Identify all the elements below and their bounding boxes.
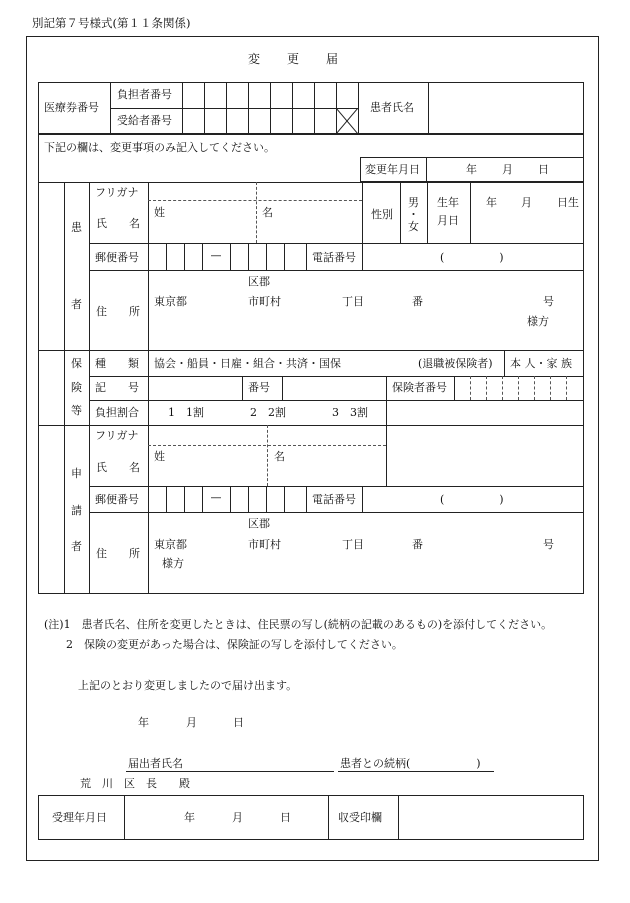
- insurance-kigo-label: 記 号: [95, 381, 139, 394]
- crossed-cell-icon: [336, 108, 358, 134]
- applicant-ban: 番: [412, 538, 423, 551]
- receipt-date-label: 受理年月日: [52, 811, 107, 824]
- receipt-day: 日: [280, 811, 291, 824]
- applicant-phone-label: 電話番号: [312, 493, 356, 506]
- applicant-section-label: 申 請 者: [71, 467, 82, 553]
- applicant-furigana-label: フリガナ: [95, 429, 139, 442]
- birth-year: 年: [486, 196, 497, 209]
- patient-tokyo: 東京都: [154, 295, 187, 308]
- patient-chome: 丁目: [342, 295, 364, 308]
- applicant-phone-paren: ( ): [440, 493, 504, 506]
- applicant-shichoson: 市町村: [248, 538, 281, 551]
- patient-sei: 姓: [154, 206, 165, 219]
- applicant-chome: 丁目: [342, 538, 364, 551]
- patient-furigana-label: フリガナ: [95, 186, 139, 199]
- ratio-option-1: 1 1割: [168, 406, 204, 419]
- postal-dash: —: [210, 249, 222, 262]
- insurance-self-family: 本 人・家 族: [510, 357, 572, 370]
- patient-address-label: 住 所: [96, 305, 140, 318]
- receipt-table: [38, 795, 584, 840]
- receipt-year: 年: [184, 811, 195, 824]
- sex-female: 女: [408, 220, 419, 233]
- futansha-label: 負担者番号: [117, 88, 172, 101]
- patient-section-label: 患 者: [71, 221, 82, 311]
- note-2: 2 保険の変更があった場合は、保険証の写しを添付してください。: [66, 638, 403, 651]
- change-month: 月: [502, 163, 513, 176]
- applicant-samakata: 様方: [162, 557, 184, 570]
- patient-postal-label: 郵便番号: [95, 251, 139, 264]
- sex-dot: ・: [408, 208, 419, 221]
- change-date-label: 変更年月日: [365, 163, 420, 176]
- patient-ban: 番: [412, 295, 423, 308]
- insurance-section-label: 保 険 等: [71, 357, 82, 417]
- applicant-mei: 名: [274, 450, 285, 463]
- patient-ku-gun: 区郡: [248, 275, 270, 288]
- birth-month: 月: [521, 196, 532, 209]
- patient-name-label: 患者氏名: [370, 101, 414, 114]
- jukyusha-label: 受給者番号: [117, 114, 172, 127]
- declaration-text: 上記のとおり変更しましたので届け出ます。: [78, 679, 298, 692]
- receipt-stamp-label: 収受印欄: [338, 811, 382, 824]
- insurance-insurer-label: 保険者番号: [392, 381, 447, 394]
- applicant-go: 号: [543, 538, 554, 551]
- form-title: 変 更 届: [248, 52, 340, 66]
- patient-phone-label: 電話番号: [312, 251, 356, 264]
- applicant-sei: 姓: [154, 450, 165, 463]
- applicant-tokyo: 東京都: [154, 538, 187, 551]
- iryoken-label: 医療券番号: [44, 101, 99, 114]
- insurance-bango-label: 番号: [248, 381, 270, 394]
- submit-year: 年: [138, 716, 149, 729]
- applicant-address-label: 住 所: [96, 547, 140, 560]
- applicant-ku-gun: 区郡: [248, 517, 270, 530]
- ratio-option-2: 2 2割: [250, 406, 286, 419]
- birth-label-2: 月日: [437, 214, 459, 227]
- insurance-type-label: 種 類: [95, 357, 139, 370]
- submitter-name-label: 届出者氏名: [128, 757, 183, 770]
- patient-shichoson: 市町村: [248, 295, 281, 308]
- birth-day: 日生: [557, 196, 579, 209]
- insurance-ratio-label: 負担割合: [95, 406, 139, 419]
- relation-underline: [338, 771, 494, 772]
- submit-month: 月: [186, 716, 197, 729]
- form-code: 別記第７号様式(第１１条関係): [32, 16, 191, 30]
- applicant-name-field-label: 氏 名: [96, 461, 140, 474]
- birth-label-1: 生年: [437, 196, 459, 209]
- submitter-name-underline: [126, 771, 334, 772]
- applicant-postal-label: 郵便番号: [95, 493, 139, 506]
- note-1: (注)1 患者氏名、住所を変更したときは、住民票の写し(続柄の記載のあるもの)を添付してください。: [44, 618, 553, 631]
- relation-label: 患者との続柄( ): [340, 757, 481, 770]
- patient-sex-label: 性別: [371, 208, 393, 221]
- ratio-option-3: 3 3割: [332, 406, 368, 419]
- receipt-month: 月: [232, 811, 243, 824]
- patient-go: 号: [543, 295, 554, 308]
- applicant-postal-dash: —: [210, 491, 222, 504]
- insurance-retired: (退職被保険者): [418, 357, 493, 370]
- patient-mei: 名: [262, 206, 273, 219]
- addressee: 荒 川 区 長 殿: [80, 777, 190, 790]
- patient-name-field-label: 氏 名: [96, 217, 140, 230]
- change-year: 年: [466, 163, 477, 176]
- instruction-text: 下記の欄は、変更事項のみ記入してください。: [44, 141, 275, 154]
- patient-samakata: 様方: [527, 315, 549, 328]
- patient-phone-paren: ( ): [440, 251, 504, 264]
- change-day: 日: [538, 163, 549, 176]
- sex-male: 男: [408, 196, 419, 209]
- submit-day: 日: [233, 716, 244, 729]
- insurance-type-options: 協会・船員・日雇・組合・共済・国保: [154, 357, 341, 370]
